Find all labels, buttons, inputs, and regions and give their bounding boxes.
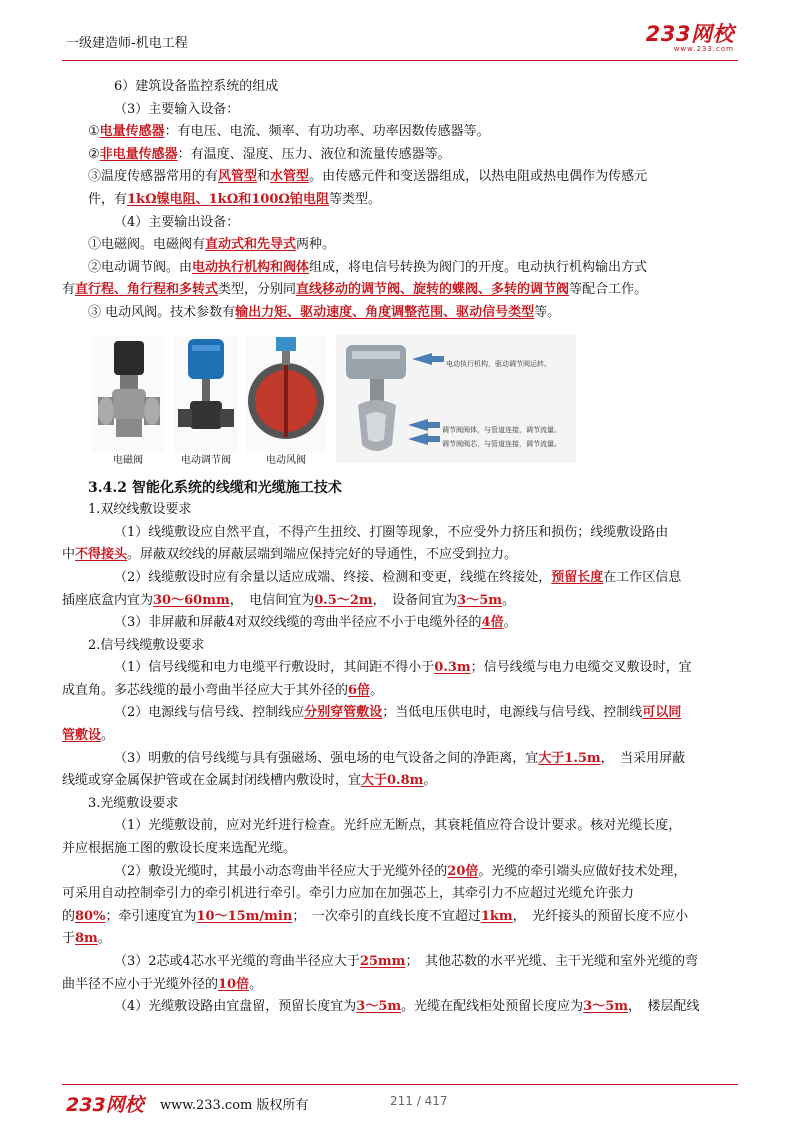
para: ①电量传感器：有电压、电流、频率、有功功率、功率因数传感器等。	[88, 124, 490, 140]
brand-logo	[646, 18, 734, 53]
para: 的80%；牵引速度宜为10～15m/min； 一次牵引的直线长度不宜超过1km， 光纤接头的预留长度不应小	[62, 908, 689, 924]
section-heading: 3.4.2 智能化系统的线缆和光缆施工技术	[88, 479, 342, 496]
subheading-twisted-pair: 1.双绞线敷设要求	[88, 502, 192, 518]
para: ②电动调节阀。由电动执行机构和阀体组成，将电信号转换为阀门的开度。电动执行机构输出方式	[88, 259, 648, 275]
document-title: 一级建造师-机电工程	[66, 36, 188, 51]
para: 管敷设。	[62, 728, 115, 744]
para: 插座底盒内宜为30～60mm， 电信间宜为0.5～2m， 设备间宜为3～5m。	[62, 592, 516, 608]
para: ②非电量传感器：有温度、湿度、压力、液位和流量传感器等。	[88, 146, 451, 162]
callout-valve-body: 调节阀阀体，与管道连接，调节流量。	[442, 425, 561, 434]
subheading-signal-cable: 2.信号线缆敷设要求	[88, 637, 205, 653]
para: ③ 电动风阀。技术参数有输出力矩、驱动速度、角度调整范围、驱动信号类型等。	[88, 304, 561, 320]
para: （3）2芯或4芯水平光缆的弯曲半径应大于25mm； 其他芯数的水平光缆、主干光缆和室外光缆的弯	[114, 954, 698, 969]
electric-valve-image	[174, 335, 238, 453]
subheading-fiber-cable: 3.光缆敷设要求	[88, 795, 179, 811]
logo-site: www.233.com	[673, 45, 734, 53]
para: 件，有1kΩ镍电阻、1kΩ和100Ω铂电阻等类型。	[88, 191, 381, 207]
para: 成直角。多芯线缆的最小弯曲半径应大于其外径的6倍。	[62, 682, 384, 698]
heading-6: 6）建筑设备监控系统的组成	[114, 79, 279, 94]
para: ③温度传感器常用的有风管型和水管型。由传感元件和变送器组成，以热电阻或热电偶作为传感元	[88, 169, 648, 185]
para: （2）线缆敷设时应有余量以适应成端、终接、检测和变更，线缆在终接处，预留长度在工作区信息	[114, 569, 682, 585]
para: （3）非屏蔽和屏蔽4对双绞线缆的弯曲半径应不小于电缆外径的4倍。	[114, 615, 517, 631]
figure-air-damper	[246, 335, 326, 473]
para: 于8m。	[62, 931, 111, 947]
para: （1）光缆敷设前，应对光纤进行检查。光纤应无断点，其衰耗值应符合设计要求。核对光缆长度，	[114, 818, 682, 834]
caption-air-damper: 电动风阀	[266, 454, 306, 466]
caption-electric-valve: 电动调节阀	[181, 454, 231, 466]
solenoid-valve-image	[92, 335, 164, 453]
para: 有直行程、角行程和多转式类型，分别同直线移动的调节阀、旋转的蝶阀、多转的调节阀等配合工作。	[62, 282, 648, 298]
callout-actuator: 电动执行机构，驱动调节阀运转。	[446, 359, 551, 368]
footer-logo: 233网校	[66, 1094, 144, 1116]
para: （2）电源线与信号线、控制线应分别穿管敷设；当低电压供电时，电源线与信号线、控制线可以同	[114, 705, 682, 721]
para: （1）信号线缆和电力电缆平行敷设时，其间距不得小于0.3m；信号线缆与电力电缆交叉敷设时，宜	[114, 660, 692, 676]
para: 并应根据施工图的敷设长度来选配光缆。	[62, 841, 297, 857]
para: 中不得接头。屏蔽双绞线的屏蔽层端到端应保持完好的导通性，不应受到拉力。	[62, 547, 518, 563]
page-number: 211 / 417	[390, 1094, 448, 1108]
para: （4）光缆敷设路由宜盘留，预留长度宜为3～5m。光缆在配线柜处预留长度应为3～5m， 楼层配线	[114, 999, 700, 1015]
valve-figures	[88, 335, 738, 473]
para: （1）线缆敷设应自然平直，不得产生扭绞、打圈等现象，不应受外力挤压和损伤；线缆敷设路由	[114, 524, 669, 540]
para: ①电磁阀。电磁阀有直动式和先导式两种。	[88, 237, 336, 253]
page-content	[62, 76, 738, 1019]
figure-valve-callout	[336, 335, 576, 463]
logo-brand: 233网校	[645, 22, 734, 46]
subheading-output: （4）主要输出设备：	[114, 214, 240, 230]
figure-solenoid-valve	[92, 335, 164, 473]
para: 可采用自动控制牵引力的牵引机进行牵引。牵引力应加在加强芯上，其牵引力不应超过光缆允许张力	[62, 886, 635, 902]
para: （2）敷设光缆时，其最小动态弯曲半径应大于光缆外径的20倍。光缆的牵引端头应做好技术处理，	[114, 863, 687, 879]
subheading-input: （3）主要输入设备：	[114, 101, 240, 117]
figure-electric-valve	[174, 335, 238, 473]
para: 曲半径不应小于光缆外径的10倍。	[62, 976, 263, 992]
page-footer	[62, 1088, 738, 1118]
page-header	[62, 16, 738, 56]
para: 线缆或穿金属保护管或在金属封闭线槽内敷设时，宜大于0.8m。	[62, 773, 437, 789]
footer-rule	[62, 1084, 738, 1085]
para: （3）明敷的信号线缆与具有强磁场、强电场的电气设备之间的净距离，宜大于1.5m， 当采用屏蔽	[114, 750, 686, 766]
footer-copyright: www.233.com 版权所有	[160, 1098, 309, 1113]
callout-valve-core: 调节阀阀芯，与管道连接，调节流量。	[442, 439, 561, 448]
header-rule	[62, 60, 738, 61]
caption-solenoid: 电磁阀	[113, 454, 143, 466]
air-damper-image	[246, 335, 326, 453]
